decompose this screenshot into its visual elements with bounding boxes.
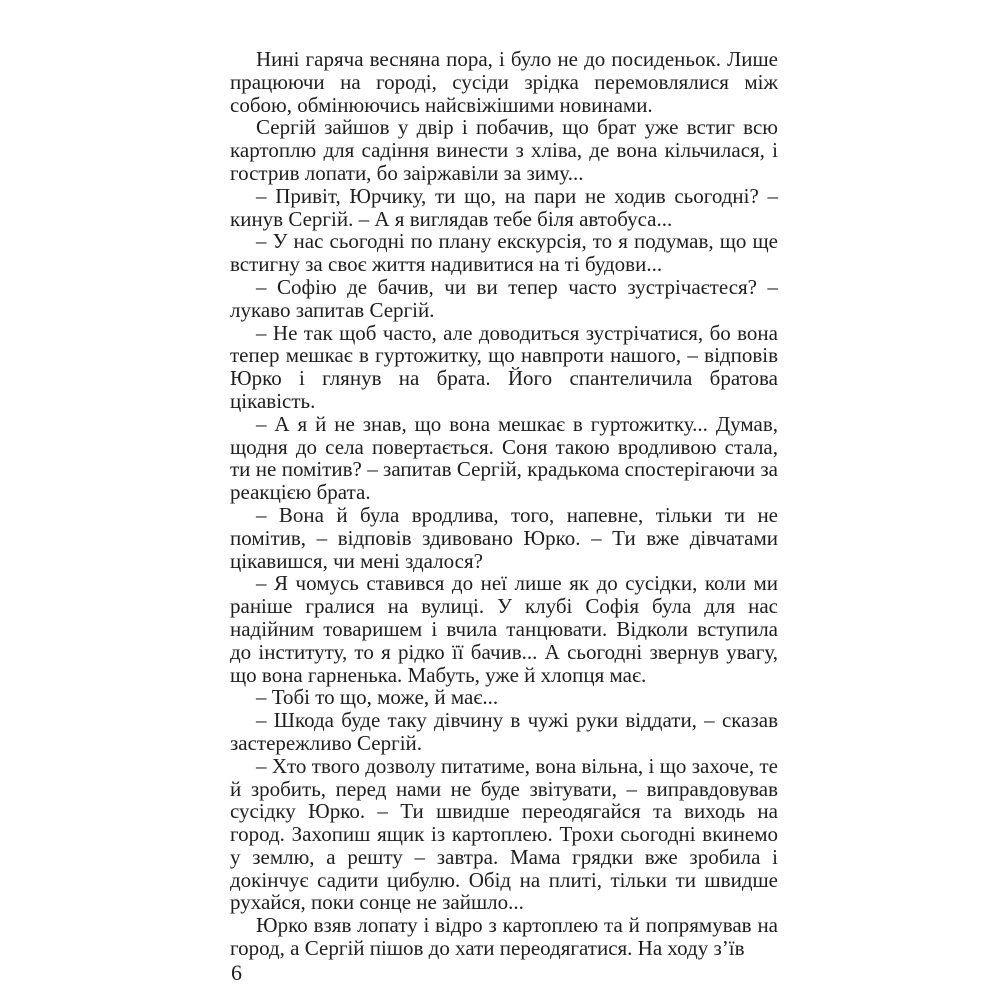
paragraph: – У нас сьогодні по плану екскурсія, то я подумав, що ще встигну за своє життя надивитися на ті будови... <box>230 229 778 277</box>
paragraph: Юрко взяв лопату і відро з картоплею та й попрямував на город, а Сергій пішов до хати переодягатися. На ходу з’їв <box>230 913 778 961</box>
paragraph: – Шкода буде таку дівчину в чужі руки віддати, – сказав застережливо Сергій. <box>230 708 778 755</box>
body-text <box>230 48 778 960</box>
paragraph: Сергій зайшов у двір і побачив, що брат уже встиг всю картоплю для садіння винести з хліва, де вона кільчилася, і гострив лопати, бо заіржавіли за зиму... <box>230 115 778 185</box>
paragraph: – А я й не знав, що вона мешкає в гуртожитку... Думав, щодня до села повертається. Соня такою вродливою стала, ти не помітив? – запитав Сергій, крадькома спостерігаючи за реакцією брата. <box>230 411 778 505</box>
paragraph: – Привіт, Юрчику, ти що, на пари не ходив сьогодні? – кинув Сергій. – А я виглядав тебе біля автобуса... <box>230 183 778 231</box>
paragraph: – Не так щоб часто, але доводиться зустрічатися, бо вона тепер мешкає в гуртожитку, що навпроти нашого, – відповів Юрко і глянув на брата. Його спантеличила братова цікавість. <box>230 320 778 413</box>
paragraph: – Софію де бачив, чи ви тепер часто зустрічаєтеся? – лукаво запитав Сергій. <box>230 274 778 322</box>
paragraph: Нині гаряча весняна пора, і було не до посиденьок. Лише працюючи на городі, сусіди зрідка перемовлялися між собою, обмінюючись найсвіжішими новинами. <box>230 47 778 117</box>
paragraph: – Вона й була вродлива, того, напевне, тільки ти не помітив, – відповів здивовано Юрко. – Ти вже дівчатами цікавишся, чи мені здалося? <box>230 502 778 573</box>
paragraph: – Тобі то що, може, й має... <box>256 685 499 710</box>
paragraph: – Хто твого дозволу питатиме, вона вільна, і що захоче, те й зробить, перед нами не буде звітувати, – виправдовував сусідку Юрко. – Ти швидше переодягайся та виходь на город. Захопиш ящик із картоплею. Трохи сьогодні вкинемо у землю, а решту – завтра. Мама грядки вже зробила і докінчує садити цибулю. Обід на плиті, тільки ти швидше рухайся, поки сонце не зайшло... <box>230 753 778 915</box>
page-number: 6 <box>231 960 242 985</box>
paragraph: – Я чомусь ставився до неї лише як до сусідки, коли ми раніше гралися на вулиці. У клубі Софія була для нас надійним товаришем і вчила танцювати. Відколи вступила до інституту, то я рідко її бачив... А сьогодні звернув увагу, що вона гарненька. Мабуть, уже й хлопця має. <box>230 571 778 687</box>
